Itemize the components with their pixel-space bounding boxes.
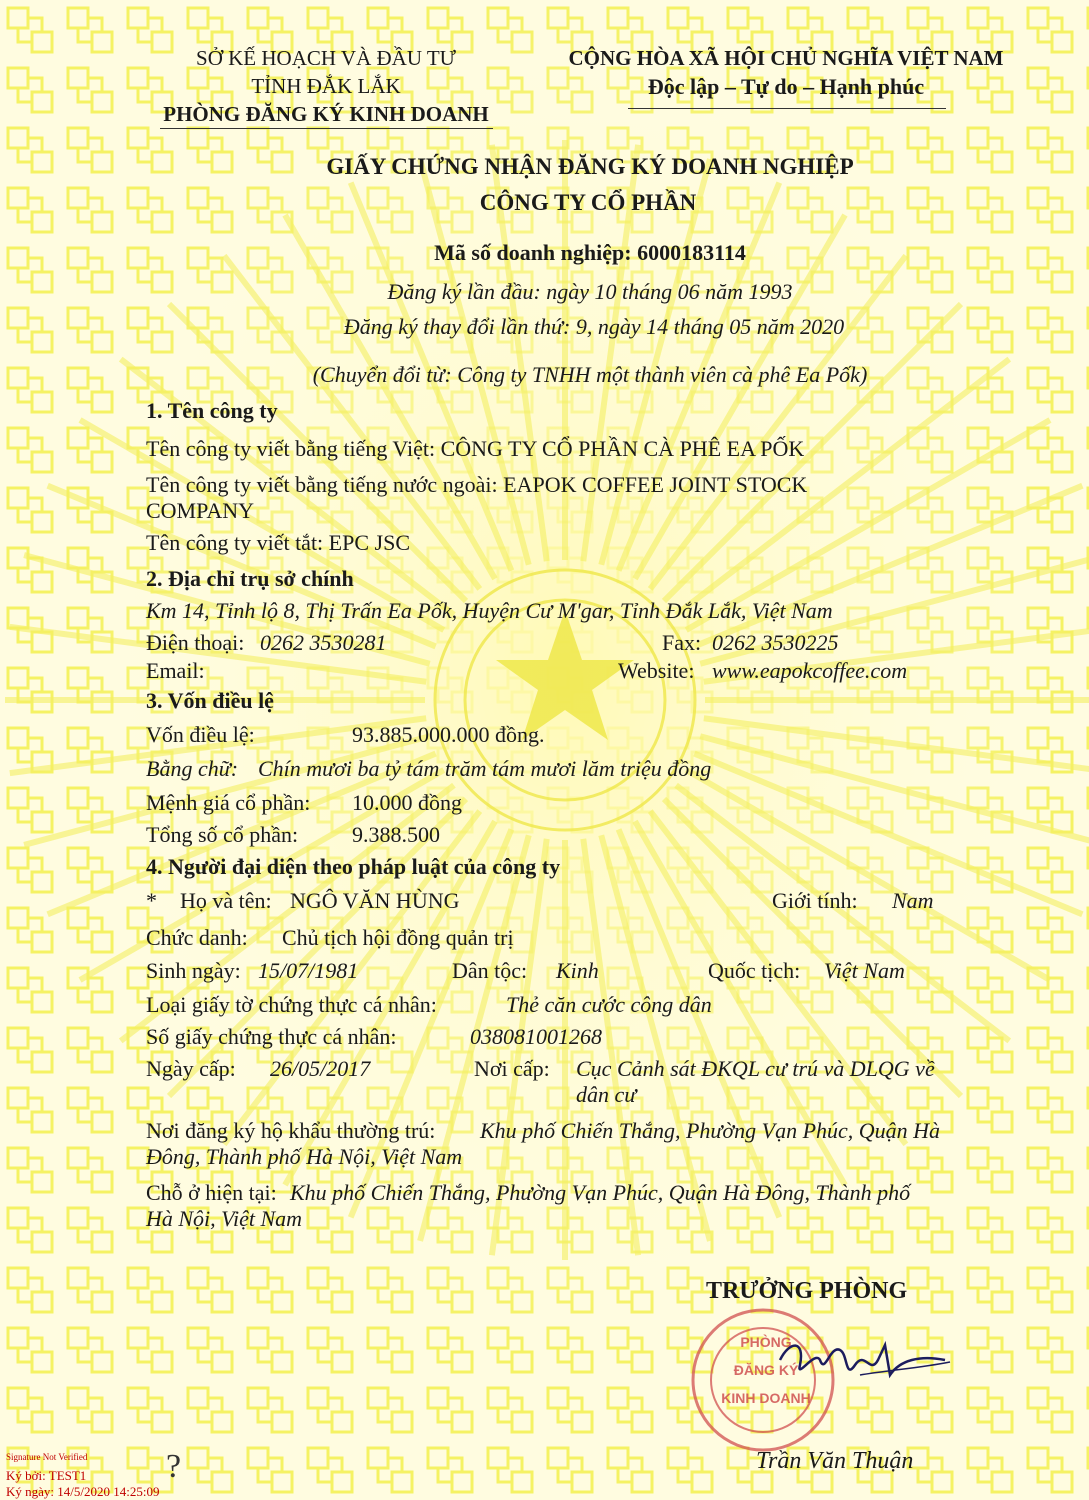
seal-text-line-1: PHÒNG xyxy=(740,1334,792,1350)
signed-by: Ký bởi: TEST1 xyxy=(6,1468,87,1483)
phone-label: Điện thoại: xyxy=(146,630,245,655)
permanent-residence-value: Khu phố Chiến Thắng, Phường Vạn Phúc, Quận Hà xyxy=(480,1118,941,1143)
header-department: SỞ KẾ HOẠCH VÀ ĐẦU TƯ xyxy=(196,46,456,70)
signature-status: Signature Not Verified xyxy=(6,1452,88,1462)
fax-value: 0262 3530225 xyxy=(712,630,839,655)
conversion-note: (Chuyển đổi từ: Công ty TNHH một thành viên cà phê Ea Pốk) xyxy=(312,362,868,387)
header-nation: CỘNG HÒA XÃ HỘI CHỦ NGHĨA VIỆT NAM xyxy=(568,46,1004,70)
section-3-heading: 3. Vốn điều lệ xyxy=(146,688,274,713)
capital-in-words-label: Bằng chữ: xyxy=(146,756,239,781)
header-office: PHÒNG ĐĂNG KÝ KINH DOANH xyxy=(163,102,489,126)
ethnicity-value: Kinh xyxy=(556,958,599,983)
position-label: Chức danh: xyxy=(146,925,248,950)
handwritten-signature xyxy=(760,1320,960,1400)
current-residence-label: Chỗ ở hiện tại: xyxy=(146,1180,277,1205)
id-number-label: Số giấy chứng thực cá nhân: xyxy=(146,1024,397,1049)
total-shares-value: 9.388.500 xyxy=(352,822,440,847)
full-name-label: Họ và tên: xyxy=(180,888,272,913)
certificate-title: GIẤY CHỨNG NHẬN ĐĂNG KÝ DOANH NGHIỆP xyxy=(326,154,854,179)
signer-name: Trần Văn Thuận xyxy=(756,1448,914,1474)
company-name-foreign-cont: COMPANY xyxy=(146,498,255,523)
permanent-residence-value-cont: Đông, Thành phố Hà Nội, Việt Nam xyxy=(146,1144,463,1169)
section-4-heading: 4. Người đại diện theo pháp luật của công ty xyxy=(146,854,561,879)
fax-label: Fax: xyxy=(662,630,702,655)
first-registration: Đăng ký lần đầu: ngày 10 tháng 06 năm 1993 xyxy=(387,279,793,304)
current-residence-value-cont: Hà Nội, Việt Nam xyxy=(146,1206,303,1231)
capital-in-words-value: Chín mươi ba tỷ tám trăm tám mươi lăm triệu đồng xyxy=(258,756,712,781)
seal-text-line-3: KINH DOANH xyxy=(721,1390,811,1406)
certificate-company-type: CÔNG TY CỔ PHẦN xyxy=(479,190,697,215)
gender-value: Nam xyxy=(892,888,934,913)
birth-date-value: 15/07/1981 xyxy=(258,958,359,983)
nationality-label: Quốc tịch: xyxy=(708,958,801,983)
issue-date-value: 26/05/2017 xyxy=(270,1056,371,1081)
header-province: TỈNH ĐẮK LẮK xyxy=(251,74,401,98)
enterprise-code: Mã số doanh nghiệp: 6000183114 xyxy=(434,240,746,265)
company-name-abbreviation: Tên công ty viết tắt: EPC JSC xyxy=(146,530,410,555)
section-2-heading: 2. Địa chỉ trụ sở chính xyxy=(146,566,354,591)
gender-label: Giới tính: xyxy=(772,888,858,913)
issue-place-label: Nơi cấp: xyxy=(474,1056,550,1081)
change-registration: Đăng ký thay đổi lần thứ: 9, ngày 14 tháng 05 năm 2020 xyxy=(343,314,845,339)
header-office-underline xyxy=(160,128,493,129)
email-label: Email: xyxy=(146,658,205,683)
seal-text-line-2: ĐĂNG KÝ xyxy=(733,1362,799,1378)
position-value: Chủ tịch hội đồng quản trị xyxy=(282,925,514,950)
issue-place-value-cont: dân cư xyxy=(576,1082,637,1107)
birth-date-label: Sinh ngày: xyxy=(146,958,241,983)
representative-bullet: * xyxy=(146,888,157,913)
signer-title: TRƯỞNG PHÒNG xyxy=(706,1278,908,1304)
ethnicity-label: Dân tộc: xyxy=(452,958,528,983)
par-value: 10.000 đồng xyxy=(352,790,462,815)
id-type-value: Thẻ căn cước công dân xyxy=(506,992,712,1017)
issue-place-value: Cục Cảnh sát ĐKQL cư trú và DLQG về xyxy=(576,1056,935,1081)
head-office-address: Km 14, Tỉnh lộ 8, Thị Trấn Ea Pốk, Huyện Cư M'gar, Tỉnh Đắk Lắk, Việt Nam xyxy=(146,598,833,623)
website-value: www.eapokcoffee.com xyxy=(712,658,908,683)
company-name-vietnamese: Tên công ty viết bằng tiếng Việt: CÔNG TY CỔ PHẦN CÀ PHÊ EA PỐK xyxy=(146,436,805,461)
signature-unverified-icon[interactable]: ? xyxy=(166,1448,182,1485)
company-name-foreign: Tên công ty viết bằng tiếng nước ngoài: EAPOK COFFEE JOINT STOCK xyxy=(146,472,808,497)
permanent-residence-label: Nơi đăng ký hộ khẩu thường trú: xyxy=(146,1118,436,1143)
charter-capital-value: 93.885.000.000 đồng. xyxy=(352,722,545,747)
phone-value: 0262 3530281 xyxy=(260,630,387,655)
par-value-label: Mệnh giá cổ phần: xyxy=(146,790,311,815)
website-label: Website: xyxy=(618,658,695,683)
charter-capital-label: Vốn điều lệ: xyxy=(146,722,255,747)
full-name-value: NGÔ VĂN HÙNG xyxy=(290,888,460,913)
header-motto-underline xyxy=(628,108,946,109)
nationality-value: Việt Nam xyxy=(824,958,905,983)
issue-date-label: Ngày cấp: xyxy=(146,1056,236,1081)
current-residence-value: Khu phố Chiến Thắng, Phường Vạn Phúc, Quận Hà Đông, Thành phố xyxy=(290,1180,911,1205)
signed-date: Ký ngày: 14/5/2020 14:25:09 xyxy=(6,1484,160,1499)
total-shares-label: Tổng số cổ phần: xyxy=(146,822,299,847)
header-motto: Độc lập – Tự do – Hạnh phúc xyxy=(647,74,925,99)
section-1-heading: 1. Tên công ty xyxy=(146,398,278,423)
id-number-value: 038081001268 xyxy=(470,1024,602,1049)
id-type-label: Loại giấy tờ chứng thực cá nhân: xyxy=(146,992,437,1017)
